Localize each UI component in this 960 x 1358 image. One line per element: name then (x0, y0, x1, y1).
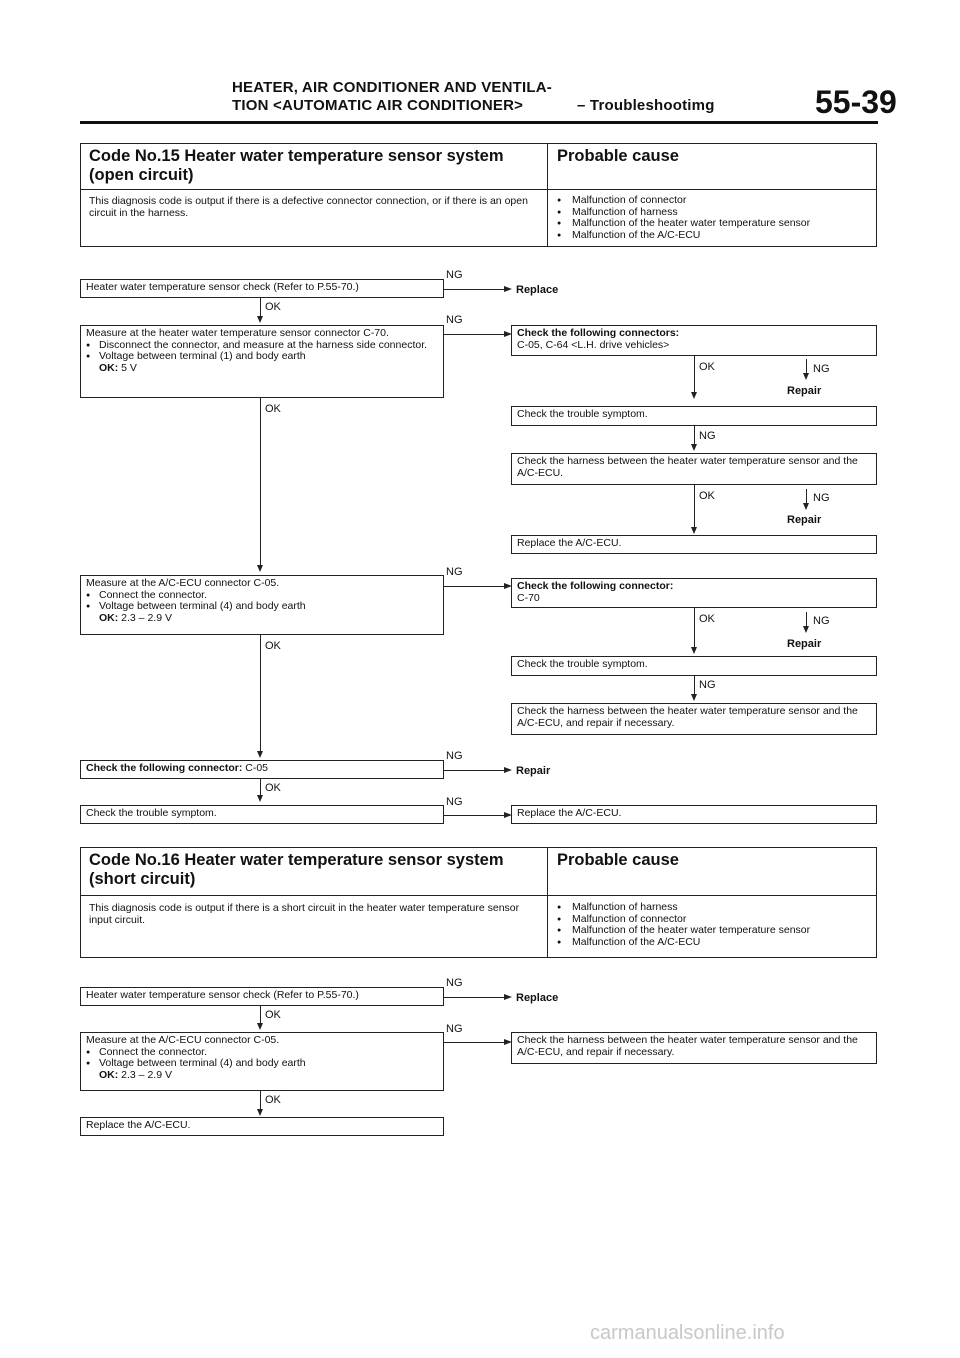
ng-label: NG (813, 615, 830, 627)
ng-label: NG (813, 363, 830, 375)
arrow-down-icon (257, 795, 263, 802)
list-item: ● Malfunction of the heater water temperature sensor (557, 925, 810, 937)
f16-step3-text: Replace the A/C-ECU. (86, 1119, 191, 1131)
connector-line (806, 612, 807, 626)
ok-criterion-value: 2.3 – 2.9 V (121, 1068, 172, 1081)
connector-line (260, 779, 261, 796)
connector-line (260, 398, 261, 566)
f15-step1-box (80, 279, 444, 298)
section-title-line2: TION <AUTOMATIC AIR CONDITIONER> (232, 97, 524, 114)
f15-r5-title: Check the following connector: (517, 580, 674, 592)
connector-line (444, 997, 506, 998)
f15-step4-box (80, 760, 444, 779)
connector-line (444, 289, 506, 290)
ok-label: OK (265, 640, 281, 652)
connector-line (806, 359, 807, 373)
list-item: ● Disconnect the connector, and measure at the harness side connector. (86, 340, 438, 352)
list-item: ● Voltage between terminal (4) and body earth (86, 601, 438, 613)
f15-step4-label: Check the following connector: (86, 762, 243, 774)
f15-step1-text: Heater water temperature sensor check (Refer to P.55-70.) (86, 281, 359, 293)
list-item: ● Voltage between terminal (1) and body earth (86, 351, 438, 363)
f15-r1-title: Check the following connectors: (517, 327, 680, 339)
ng-label: NG (446, 566, 463, 578)
connector-line (694, 676, 695, 694)
list-item: ● Malfunction of the A/C-ECU (557, 230, 810, 242)
ng-label: NG (699, 679, 716, 691)
connector-line (444, 334, 506, 335)
ok-label: OK (265, 301, 281, 313)
connector-line (444, 1042, 506, 1043)
arrow-down-icon (803, 626, 809, 633)
arrow-down-icon (257, 1023, 263, 1030)
ok-label: OK (265, 403, 281, 415)
code16-title: Code No.16 Heater water temperature sensor system (short circuit) (89, 851, 504, 888)
code15-row-divider (81, 189, 876, 190)
arrow-right-icon (504, 286, 512, 292)
list-item: ● Malfunction of connector (557, 195, 810, 207)
arrow-down-icon (803, 503, 809, 510)
f15-r2-text: Check the trouble symptom. (517, 408, 648, 420)
ng-label: NG (813, 492, 830, 504)
f16-step3-box (80, 1117, 444, 1136)
f15-r7-box (511, 703, 877, 735)
f15-r4-text: Replace the A/C-ECU. (517, 537, 622, 549)
f15-step2-box (80, 325, 444, 398)
f15-r8-text: Replace the A/C-ECU. (517, 807, 622, 819)
f15-step2-title: Measure at the heater water temperature sensor connector C-70. (86, 327, 389, 339)
connector-line (444, 815, 506, 816)
code16-cause-list (557, 902, 810, 948)
ok-criterion-value: 2.3 – 2.9 V (121, 611, 172, 624)
list-item: ● Voltage between terminal (4) and body earth (86, 1058, 438, 1070)
f15-step3-title: Measure at the A/C-ECU connector C-05. (86, 577, 280, 589)
f15-repair-text: Repair (516, 765, 551, 777)
repair-text: Repair (787, 385, 822, 397)
ok-criterion-label: OK: (99, 361, 119, 374)
f15-step5-text: Check the trouble symptom. (86, 807, 217, 819)
f15-step5-box (80, 805, 444, 824)
ng-label: NG (699, 430, 716, 442)
section-subtitle: – Troubleshootimg (577, 97, 715, 114)
f16-step2-title: Measure at the A/C-ECU connector C-05. (86, 1034, 280, 1046)
f15-r5-box (511, 578, 877, 608)
f15-r3-text: Check the harness between the heater water temperature sensor and the A/C-ECU. (517, 455, 858, 479)
connector-line (260, 1091, 261, 1110)
code16-description: This diagnosis code is output if there is a short circuit in the heater water temperature sensor input circuit. (89, 902, 520, 926)
ng-label: NG (446, 314, 463, 326)
list-item: ● Malfunction of connector (557, 914, 810, 926)
ok-label: OK (265, 1094, 281, 1106)
ok-label: OK (265, 1009, 281, 1021)
page-number: 55-39 (815, 84, 897, 120)
ok-label: OK (699, 490, 715, 502)
connector-line (260, 635, 261, 752)
ok-label: OK (699, 613, 715, 625)
f15-r4-box (511, 535, 877, 554)
code15-cause-list (557, 195, 810, 241)
ng-label: NG (446, 269, 463, 281)
repair-text: Repair (787, 514, 822, 526)
list-item: ● Connect the connector. (86, 590, 438, 602)
ok-criterion-value: 5 V (121, 361, 137, 374)
f16-r1-text: Check the harness between the heater water temperature sensor and the A/C-ECU, and repair if necessary. (517, 1034, 858, 1058)
f16-step2-box (80, 1032, 444, 1091)
f15-r8-box (511, 805, 877, 824)
f16-step1-box (80, 987, 444, 1006)
code15-column-divider (547, 144, 548, 246)
connector-line (806, 489, 807, 503)
arrow-down-icon (691, 527, 697, 534)
list-item: ● Malfunction of harness (557, 902, 810, 914)
arrow-down-icon (691, 647, 697, 654)
f15-r2-box (511, 406, 877, 426)
list-item: ● Malfunction of the A/C-ECU (557, 937, 810, 949)
connector-line (260, 1006, 261, 1024)
connector-line (694, 485, 695, 528)
f15-step3-box (80, 575, 444, 635)
arrow-down-icon (257, 565, 263, 572)
code15-title: Code No.15 Heater water temperature sensor system (open circuit) (89, 147, 504, 184)
f16-step1-text: Heater water temperature sensor check (Refer to P.55-70.) (86, 989, 359, 1001)
connector-line (444, 770, 506, 771)
connector-line (260, 298, 261, 316)
f15-replace-text: Replace (516, 284, 559, 296)
code15-cause-heading: Probable cause (557, 147, 679, 165)
watermark: carmanualsonline.info (590, 1322, 785, 1344)
f15-r1-value: C-05, C-64 <L.H. drive vehicles> (517, 338, 670, 351)
arrow-down-icon (691, 392, 697, 399)
ok-label: OK (265, 782, 281, 794)
header-rule (80, 121, 878, 124)
list-item: ● Malfunction of harness (557, 207, 810, 219)
ok-criterion-label: OK: (99, 1068, 119, 1081)
f15-r7-text: Check the harness between the heater water temperature sensor and the A/C-ECU, and repair if necessary. (517, 705, 858, 729)
list-item: ● Connect the connector. (86, 1047, 438, 1059)
ng-label: NG (446, 750, 463, 762)
code16-row-divider (81, 895, 876, 896)
arrow-down-icon (257, 751, 263, 758)
section-title-line1: HEATER, AIR CONDITIONER AND VENTILA- (232, 79, 552, 96)
f15-r1-box (511, 325, 877, 356)
arrow-down-icon (691, 444, 697, 451)
f15-r5-value: C-70 (517, 591, 540, 604)
f15-step4-value: C-05 (245, 762, 269, 774)
ng-label: NG (446, 796, 463, 808)
arrow-down-icon (691, 694, 697, 701)
arrow-down-icon (803, 373, 809, 380)
code15-description: This diagnosis code is output if there is a defective connector connection, or if there is an open circuit in the harness. (89, 195, 528, 219)
ok-label: OK (699, 361, 715, 373)
f15-r3-box (511, 453, 877, 485)
connector-line (444, 586, 506, 587)
repair-text: Repair (787, 638, 822, 650)
arrow-down-icon (257, 316, 263, 323)
f15-r6-text: Check the trouble symptom. (517, 658, 648, 670)
list-item: ● Malfunction of the heater water temperature sensor (557, 218, 810, 230)
connector-line (694, 608, 695, 648)
connector-line (694, 356, 695, 394)
ng-label: NG (446, 977, 463, 989)
arrow-right-icon (504, 767, 512, 773)
f16-replace-text: Replace (516, 992, 559, 1004)
ok-criterion-label: OK: (99, 611, 119, 624)
arrow-right-icon (504, 994, 512, 1000)
code16-column-divider (547, 848, 548, 957)
code16-table (80, 847, 877, 958)
code16-cause-heading: Probable cause (557, 851, 679, 869)
f16-r1-box (511, 1032, 877, 1064)
arrow-down-icon (257, 1109, 263, 1116)
code15-table (80, 143, 877, 247)
connector-line (694, 426, 695, 444)
ng-label: NG (446, 1023, 463, 1035)
f15-r6-box (511, 656, 877, 676)
